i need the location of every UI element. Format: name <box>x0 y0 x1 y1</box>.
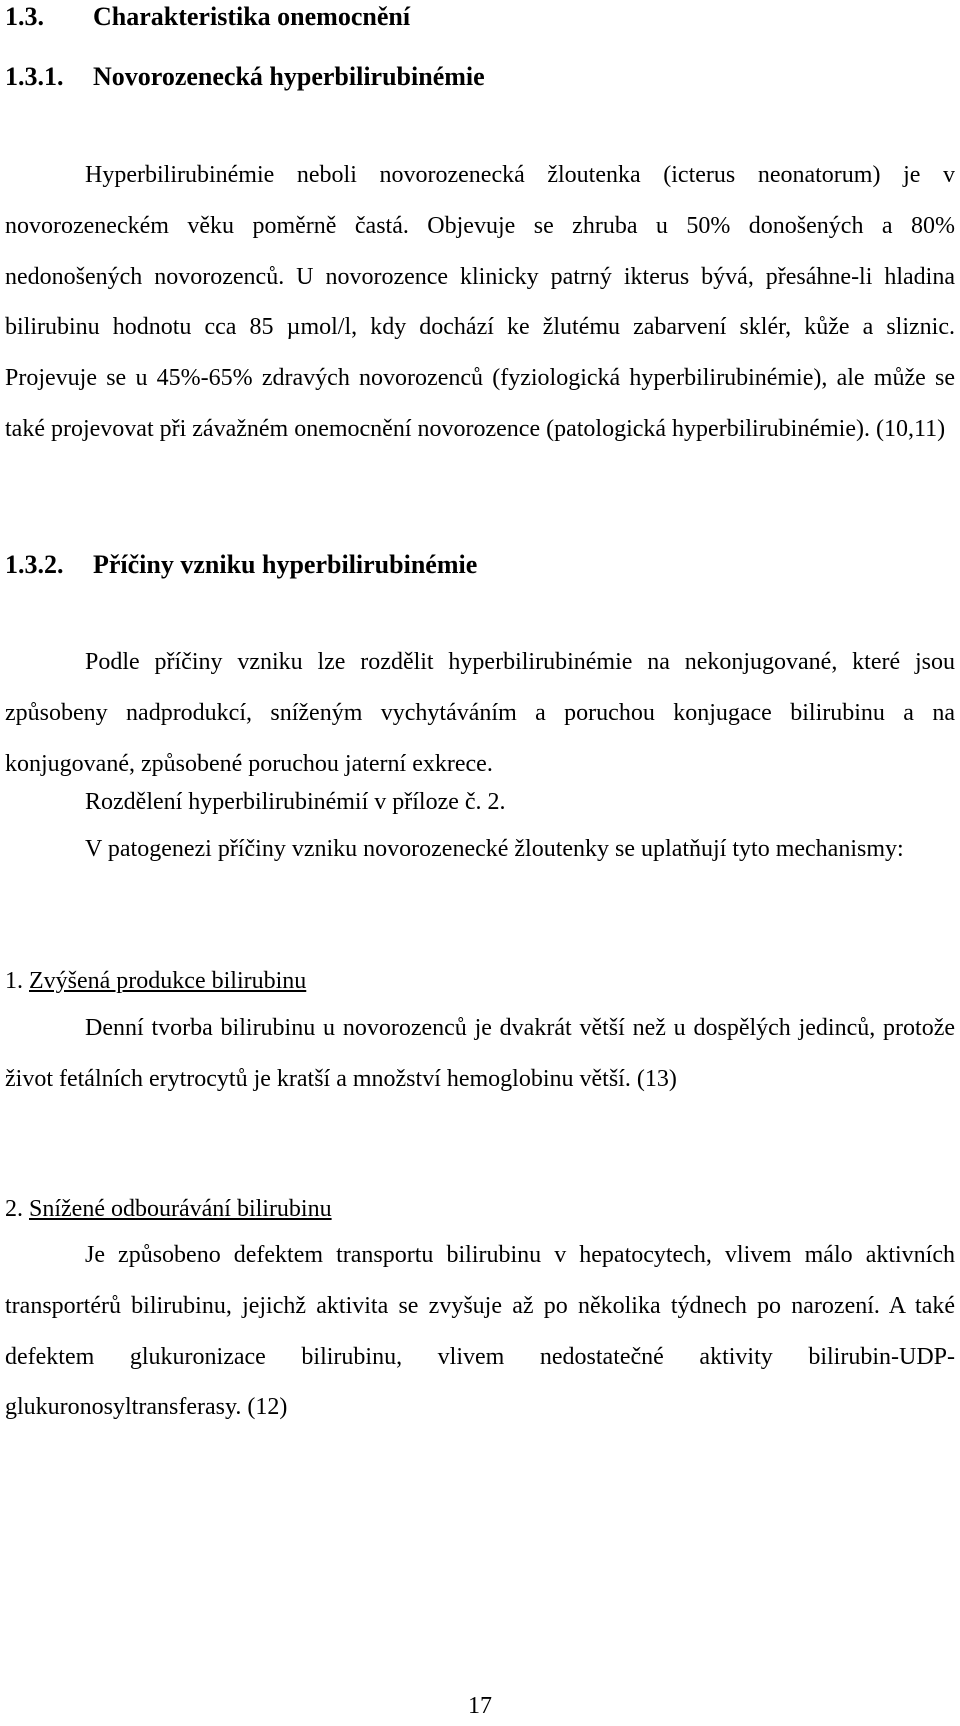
subsection-heading-1-3-2 <box>5 550 955 580</box>
subsection-title: Příčiny vzniku hyperbilirubinémie <box>93 550 478 579</box>
paragraph-appendix-reference: Rozdělení hyperbilirubinémií v příloze č. 2. <box>85 789 506 815</box>
page-number: 17 <box>468 1693 492 1719</box>
subsection-heading-1-3-1 <box>5 62 955 92</box>
subsection-title: Novorozenecká hyperbilirubinémie <box>93 62 485 91</box>
list-item-number: 1. <box>5 968 23 994</box>
section-title: Charakteristika onemocnění <box>93 2 411 31</box>
paragraph-reduced-breakdown: Je způsobeno defektem transportu bilirubinu v hepatocytech, vlivem málo aktivních transportérů bilirubinu, jejichž aktivita se zvyšuje až po několika týdnech po narození. A také defektem glukuronizace bilirubinu, vlivem nedostatečné aktivity bilirubin-UDP-glukuronosyltransferasy. (12) <box>5 1242 955 1421</box>
list-item-number: 2. <box>5 1196 23 1222</box>
list-item-increased-production <box>5 956 955 1007</box>
subsection-number: 1.3.1. <box>5 62 64 91</box>
paragraph-increased-production: Denní tvorba bilirubinu u novorozenců je dvakrát větší než u dospělých jedinců, protože život fetálních erytrocytů je kratší a množství hemoglobinu větší. (13) <box>5 1015 955 1092</box>
list-item-label: Zvýšená produkce bilirubinu <box>29 968 307 994</box>
subsection-number: 1.3.2. <box>5 550 64 579</box>
section-number: 1.3. <box>5 2 44 31</box>
list-item-label: Snížené odbourávání bilirubinu <box>29 1196 332 1222</box>
paragraph-mechanisms-intro: V patogenezi příčiny vzniku novorozenecké žloutenky se uplatňují tyto mechanismy: <box>85 836 904 862</box>
list-item-reduced-breakdown <box>5 1184 955 1235</box>
section-heading-1-3 <box>5 2 955 32</box>
paragraph-causes-classification: Podle příčiny vzniku lze rozdělit hyperbilirubinémie na nekonjugované, které jsou způsobeny nadprodukcí, sníženým vychytáváním a poruchou konjugace bilirubinu a na konjugované, způsobené poruchou jaterní exkrece. <box>5 649 955 777</box>
paragraph-hyperbilirubinemia-intro: Hyperbilirubinémie neboli novorozenecká žloutenka (icterus neonatorum) je v novorozeneckém věku poměrně častá. Objevuje se zhruba u 50% donošených a 80% nedonošených novorozenců. U novorozence klinicky patrný ikterus bývá, přesáhne-li hladina bilirubinu hodnotu cca 85 µmol/l, kdy dochází ke žlutému zabarvení sklér, kůže a sliznic. Projevuje se u 45%-65% zdravých novorozenců (fyziologická hyperbilirubinémie), ale může se také projevovat při závažném onemocnění novorozence (patologická hyperbilirubinémie). (10,11) <box>5 162 955 442</box>
